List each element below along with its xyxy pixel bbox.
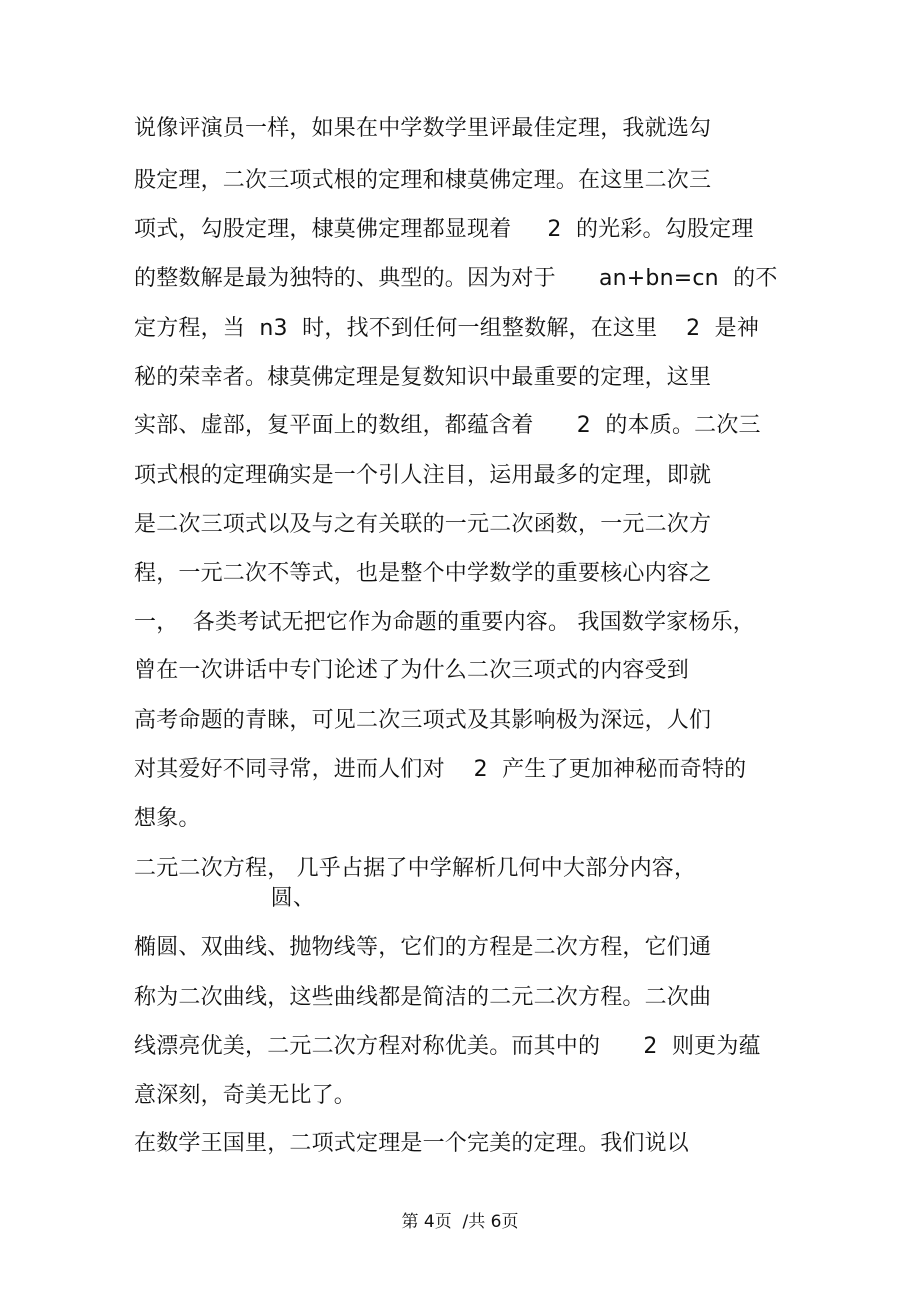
text-line-17: 圆、	[134, 886, 316, 911]
text-line-2: 股定理，二次三项式根的定理和棣莫佛定理。在这里二次三	[134, 168, 712, 193]
text-line-4: 的整数解是最为独特的、典型的。因为对于 an+bn=cn 的不	[134, 266, 778, 291]
text-line-12: 曾在一次讲话中专门论述了为什么二次三项式的内容受到	[134, 658, 690, 683]
text-line-11: 一， 各类考试无把它作为命题的重要内容。 我国数学家杨乐，	[134, 610, 755, 635]
text-line-7: 实部、虚部，复平面上的数组，都蕴含着 2 的本质。二次三	[134, 413, 761, 438]
text-line-20: 线漂亮优美，二元二次方程对称优美。而其中的 2 则更为蕴	[134, 1034, 761, 1059]
text-line-1: 说像评演员一样，如果在中学数学里评最佳定理，我就选勾	[134, 116, 712, 141]
text-line-16: 二元二次方程， 几乎占据了中学解析几何中大部分内容，	[134, 856, 697, 881]
text-line-15: 想象。	[134, 806, 201, 831]
text-line-13: 高考命题的青睐，可见二次三项式及其影响极为深远，人们	[134, 708, 712, 733]
text-line-8: 项式根的定理确实是一个引人注目，运用最多的定理，即就	[134, 463, 712, 488]
text-line-3: 项式，勾股定理，棣莫佛定理都显现着 2 的光彩。勾股定理	[134, 217, 754, 242]
text-line-5: 定方程，当 n3 时，找不到任何一组整数解，在这里 2 是神	[134, 316, 760, 341]
text-line-14: 对其爱好不同寻常，进而人们对 2 产生了更加神秘而奇特的	[134, 757, 747, 782]
page-number-footer: 第 4页 /共 6页	[401, 1212, 519, 1232]
text-line-9: 是二次三项式以及与之有关联的一元二次函数，一元二次方	[134, 512, 712, 537]
text-line-22: 在数学王国里，二项式定理是一个完美的定理。我们说以	[134, 1131, 690, 1156]
text-line-6: 秘的荣幸者。棣莫佛定理是复数知识中最重要的定理，这里	[134, 365, 712, 390]
text-line-18: 椭圆、双曲线、抛物线等，它们的方程是二次方程，它们通	[134, 935, 712, 960]
text-line-10: 程，一元二次不等式，也是整个中学数学的重要核心内容之	[134, 561, 712, 586]
text-line-19: 称为二次曲线，这些曲线都是简洁的二元二次方程。二次曲	[134, 985, 712, 1010]
text-line-21: 意深刻，奇美无比了。	[134, 1083, 357, 1108]
